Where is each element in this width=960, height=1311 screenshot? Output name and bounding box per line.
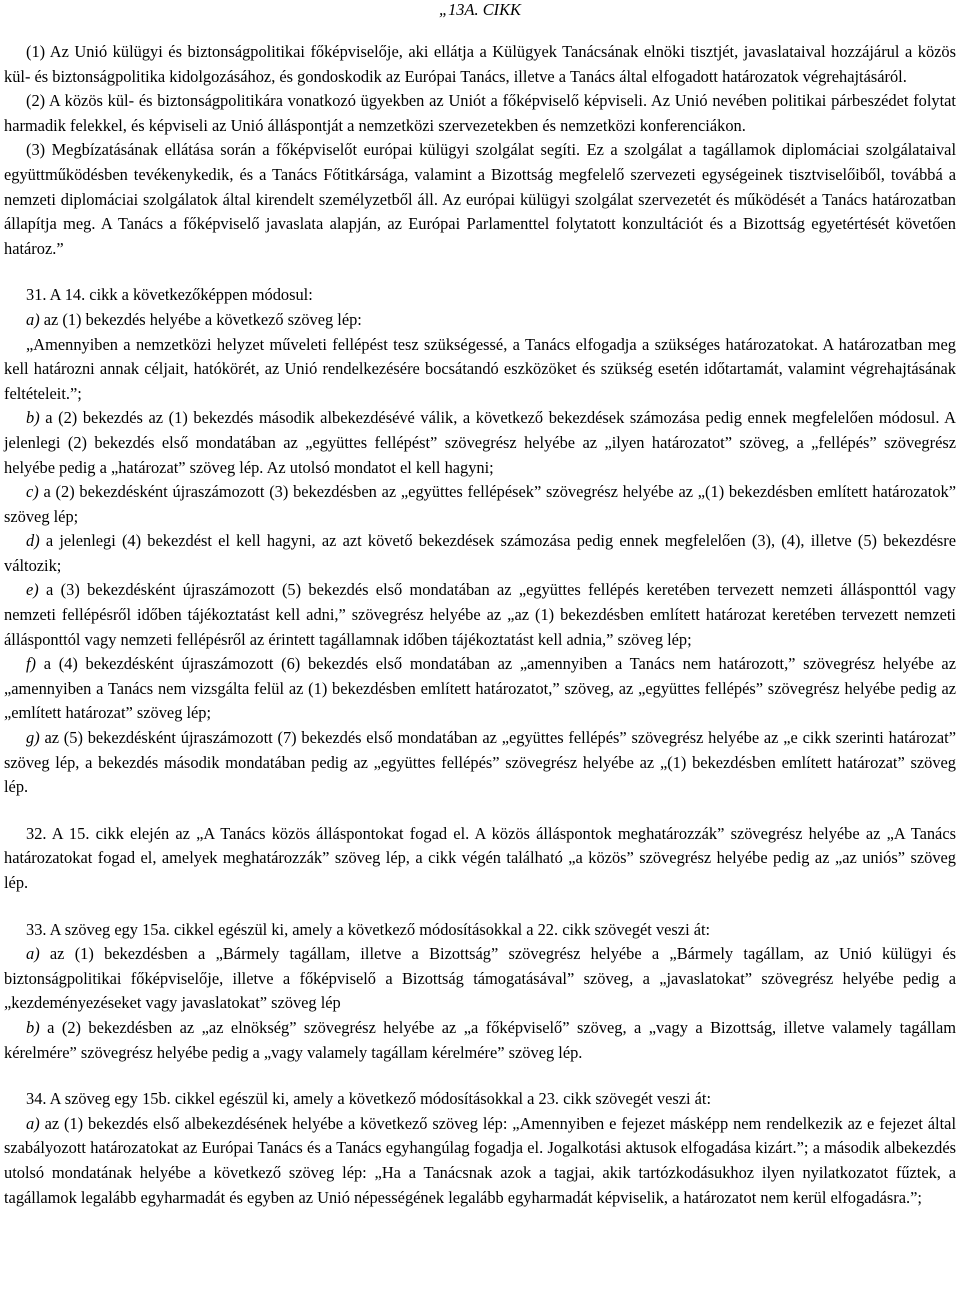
section-31-item-g xyxy=(4,726,956,800)
section-33-item-b xyxy=(4,1016,956,1065)
paragraph-3: (3) Megbízatásának ellátása során a főképviselőt európai külügyi szolgálat segíti. Ez a szolgálat a tagállamok diplomáciai szolgálataival együttműködésben tevékenykedik, és a Tanács Főtitkársága, valamint a Bizottság megfelelő szervezeti egységeinek tisztviselőiből, továbbá a nemzeti diplomáciai szolgálatok által kirendelt személyzetből áll. Az európai külügyi szolgálat szervezetét és működését a Tanács határozatban állapítja meg. A Tanács a főképviselő javaslata alapján, az Európai Parlamenttel folytatott konzultációt és a Bizottság egyetértését követően határoz.” xyxy=(4,140,956,258)
section-31-quote: „Amennyiben a nemzetközi helyzet műveleti fellépést tesz szükségessé, a Tanács elfogadja a szükséges határozatokat. A határozatban meg kell határozni annak céljait, hatókörét, az Unió rendelkezésére bocsátandó eszközöket és szükség esetén időtartamát, valamint végrehajtásának feltételeit.”; xyxy=(4,334,956,403)
paragraph-1: (1) Az Unió külügyi és biztonságpolitikai főképviselője, aki ellátja a Külügyek Tanácsának elnöki tisztjét, javaslataival hozzájárul a közös kül- és biztonságpolitika kidolgozásához, és gondoskodik az Európai Tanács, illetve a Tanács által elfogadott határozatok végrehajtásáról. xyxy=(4,42,956,86)
section-33-item-a xyxy=(4,942,956,1016)
spacer xyxy=(4,896,956,918)
section-31-item-e xyxy=(4,578,956,652)
section-34-item-a xyxy=(4,1112,956,1210)
item-label: e) xyxy=(26,580,39,600)
item-text: az (1) bekezdésben a „Bármely tagállam, illetve a Bizottság” szövegrész helyébe a „Bármely tagállam, az Unió külügyi és biztonságpolitikai főképviselője, illetve a főképviselő a Bizottság támogatásával” szöveg, a „javaslatokat” szövegrész helyébe pedig a „kezdeményezéseket vagy javaslatokat” szöveg lép xyxy=(4,944,956,1013)
item-text: a (4) bekezdésként újraszámozott (6) bekezdés első mondatában az „amennyiben a Tanács nem határozott,” szövegrész helyébe az „amennyiben a Tanács nem vizsgálta felül az (1) bekezdésben említett határozatot,” szöveg, az „együttes fellépés” szövegrész helyébe pedig az „említett határozat” szöveg lép; xyxy=(4,654,956,723)
section-31-heading: 31. A 14. cikk a következőképpen módosul: xyxy=(26,285,313,305)
spacer xyxy=(4,800,956,822)
spacer xyxy=(4,261,956,283)
article-title: „13A. CIKK xyxy=(439,0,521,19)
spacer xyxy=(4,1065,956,1087)
section-31-item-c xyxy=(4,480,956,529)
section-32: 32. A 15. cikk elején az „A Tanács közös álláspontokat fogad el. A közös álláspontok meghatározzák” szövegrész helyébe az „A Tanács határozatokat fogad el, amelyek meghatározzák” szöveg lép, a cikk végén található „a közös” szövegrész helyébe pedig az „az uniós” szöveg lép. xyxy=(4,823,956,892)
item-text: a jelenlegi (4) bekezdést el kell hagyni, az azt követő bekezdések számozása pedig ennek megfelelően (3), (4), illetve (5) bekezdésre változik; xyxy=(4,531,956,575)
item-text: a (2) bekezdésként újraszámozott (3) bekezdésben az „együttes fellépések” szövegrész helyébe az „(1) bekezdésben említett határozatok” szöveg lép; xyxy=(4,482,956,526)
section-33-heading: 33. A szöveg egy 15a. cikkel egészül ki, amely a következő módosításokkal a 22. cikk szövegét veszi át: xyxy=(26,919,711,939)
section-31-item-b xyxy=(4,406,956,480)
section-31-item-f xyxy=(4,652,956,726)
item-label: g) xyxy=(26,728,40,748)
item-text: a (3) bekezdésként újraszámozott (5) bekezdés első mondatában az „együttes fellépés keretében tervezett nemzeti állásponttól vagy nemzeti fellépésről időben tájékoztatást kell adni,” szövegrész helyébe az „az (1) bekezdésben említett határozat keretében tervezett nemzeti állásponttól vagy nemzeti fellépésről az érintett tagállamnak időben tájékoztatást kell adnia,” szöveg lép; xyxy=(4,580,956,649)
section-34-heading: 34. A szöveg egy 15b. cikkel egészül ki, amely a következő módosításokkal a 23. cikk szövegét veszi át: xyxy=(26,1089,712,1109)
item-label: b) xyxy=(26,408,40,428)
item-text: az (1) bekezdés helyébe a következő szöveg lép: xyxy=(39,309,362,329)
item-text: az (5) bekezdésként újraszámozott (7) bekezdés első mondatában az „együttes fellépés” szövegrész helyébe az „e cikk szerinti határozat” szöveg lép, a bekezdés második mondatában pedig az „együttes fellépés” szövegrész helyébe az „(1) bekezdésben említett határozat” szöveg lép. xyxy=(4,728,956,797)
section-31-item-a xyxy=(4,308,956,333)
item-text: a (2) bekezdés az (1) bekezdés második albekezdésévé válik, a következő bekezdések számozása pedig ennek megfelelően módosul. A jelenlegi (2) bekezdés első mondatában az „együttes fellépést” szövegrész helyébe az „ilyen határozatot” szöveg, a „fellépés” szövegrész helyébe pedig a „határozat” szöveg lép. Az utolsó mondatot el kell hagyni; xyxy=(4,408,956,477)
item-label: b) xyxy=(26,1017,40,1037)
item-label: d) xyxy=(26,531,40,551)
item-label: c) xyxy=(26,482,39,502)
paragraph-2: (2) A közös kül- és biztonságpolitikára vonatkozó ügyekben az Uniót a főképviselő képviseli. Az Unió nevében politikai párbeszédet folytat harmadik felekkel, és képviseli az Unió álláspontját a nemzetközi szervezetekben és nemzetközi konferenciákon. xyxy=(4,91,956,135)
item-label: f) xyxy=(26,654,37,674)
item-label: a) xyxy=(26,309,40,329)
item-text: a (2) bekezdésben az „az elnökség” szövegrész helyébe az „a főképviselő” szöveg, a „vagy a Bizottság, illetve valamely tagállam kérelmére” szövegrész helyébe pedig a „vagy valamely tagállam kérelmére” szöveg lép. xyxy=(4,1017,956,1062)
item-label: a) xyxy=(26,1113,40,1133)
item-label: a) xyxy=(26,944,40,964)
item-text: az (1) bekezdés első albekezdésének helyébe a következő szöveg lép: „Amennyiben e fejezet másképp nem rendelkezik az e fejezet által szabályozott határozatokat az Európai Tanács és a Tanács egyhangúlag fogadja el. Jogalkotási aktusok elfogadása kizárt.”; a második albekezdés utolsó mondatának helyébe a következő szöveg lép: „Ha a Tanácsnak azok a tagjai, akik tartózkodásukhoz ilyen nyilatkozatot fűztek, a tagállamok legalább egyharmadát és egyben az Unió népességének legalább egyharmadát képviselik, a határozatot nem kerül elfogadásra.”; xyxy=(4,1113,956,1207)
section-31-item-d xyxy=(4,529,956,578)
